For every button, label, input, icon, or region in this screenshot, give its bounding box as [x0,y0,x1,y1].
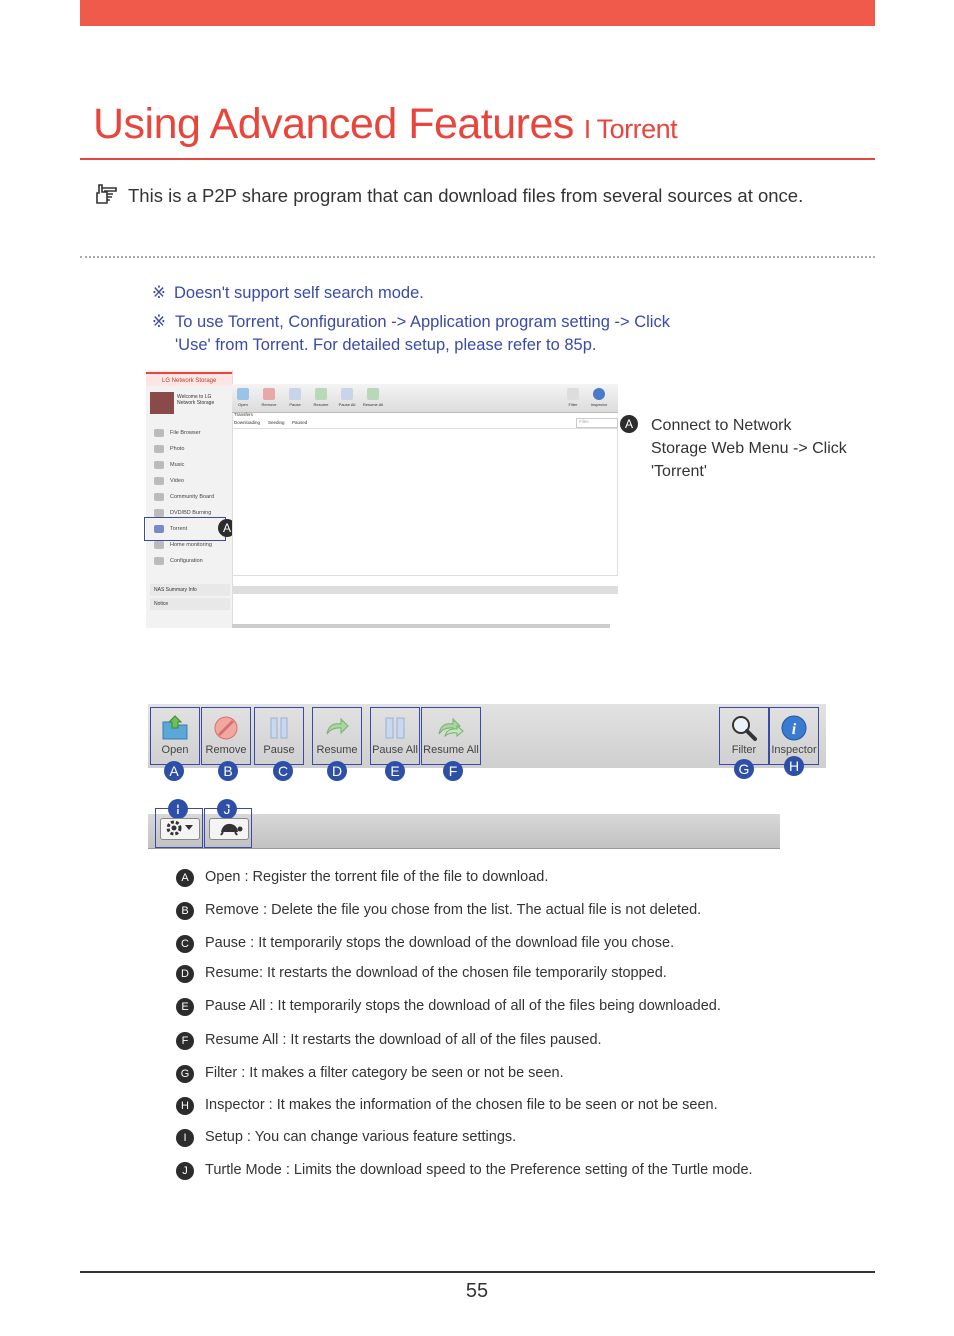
desc-text: Open : Register the torrent file of the file to download. [205,869,549,885]
welcome-box [150,392,228,418]
pause-all-button[interactable]: Pause All [370,707,420,765]
panel-notice[interactable]: Notice [150,598,230,610]
desc-badge: A [176,869,194,887]
note-text: To use Torrent, Configuration -> Application program setting -> Click 'Use' from Torrent. For detailed setup, please refer to 85p. [175,313,670,354]
torrent-list[interactable] [232,428,618,576]
filter-button[interactable]: Filter [719,707,769,765]
desc-text: Resume All : It restarts the download of all of the files paused. [205,1032,602,1048]
inspector-button[interactable]: i Inspector [769,707,819,765]
badge-b: B [218,761,238,781]
note-mark: ※ [152,313,166,331]
page-title [93,100,677,149]
tab-transfers[interactable]: Transfers [234,412,253,417]
menu-home-monitoring[interactable]: Home monitoring [150,538,230,552]
footer-divider [80,1271,875,1273]
welcome-text: Welcome to LG Network Storage [177,394,215,406]
desc-text: Turtle Mode : Limits the download speed to the Preference setting of the Turtle mode. [205,1162,753,1178]
disc-icon [154,509,164,517]
badge-e: E [385,761,405,781]
callout-badge: A [620,415,638,433]
resume-icon [323,714,351,742]
badge-j: J [217,799,237,819]
dotted-divider [80,256,875,258]
page-number: 55 [465,1280,489,1302]
resume-all-button[interactable]: Resume All [421,707,481,765]
music-icon [154,461,164,469]
callout-text: Connect to Network Storage Web Menu -> Click 'Torrent' [651,417,847,480]
description-j [176,1160,826,1180]
desc-badge: C [176,935,194,953]
desc-text: Filter : It makes a filter category be seen or not be seen. [205,1065,564,1081]
description-f [176,1030,826,1050]
resume-all-icon [437,714,465,742]
gear-dropdown-icon [162,819,198,837]
web-footer-strip [232,624,610,628]
monitoring-icon [154,541,164,549]
filter-input[interactable]: Filter [576,418,618,428]
desc-badge: B [176,902,194,920]
description-h [176,1095,826,1115]
info-icon [593,388,605,400]
pause-icon [265,714,293,742]
badge-d: D [327,761,347,781]
pause-button[interactable]: Pause [254,707,304,765]
photo-icon [154,445,164,453]
web-open-button[interactable]: Open [232,386,254,410]
description-d [176,963,826,983]
brand-logo: LG Network Storage [146,372,232,386]
callout-badge-a: A [218,519,236,537]
turtle-mode-button[interactable] [204,808,252,848]
desc-text: Remove : Delete the file you chose from the list. The actual file is not deleted. [205,902,702,918]
desc-text: Pause All : It temporarily stops the download of all of the files being downloaded. [205,998,721,1014]
menu-community-board[interactable]: Community Board [150,490,230,504]
panel-nas-summary[interactable]: NAS Summary Info [150,584,230,596]
desc-badge: J [176,1162,194,1180]
resume-button[interactable]: Resume [312,707,362,765]
magnifier-icon [730,714,758,742]
magnifier-icon [567,388,579,400]
note-mark: ※ [152,284,166,302]
desc-badge: D [176,965,194,983]
description-c [176,933,826,953]
web-toolbar [232,384,618,413]
web-remove-button[interactable]: Remove [258,386,280,410]
turtle-icon [211,819,247,837]
desc-badge: F [176,1032,194,1050]
web-sidebar [146,370,233,628]
menu-photo[interactable]: Photo [150,442,230,456]
badge-g: G [734,759,754,779]
description-b [176,900,826,920]
menu-torrent[interactable]: Torrent [150,522,230,536]
web-main-area [232,384,618,628]
note-1 [152,282,424,305]
description-a [176,867,826,887]
badge-h: H [784,756,804,776]
web-bottom-bar [232,586,618,594]
desc-text: Setup : You can change various feature settings. [205,1129,517,1145]
badge-i: I [168,799,188,819]
desc-badge: G [176,1065,194,1083]
welcome-image [150,392,174,414]
top-color-bar [80,0,875,26]
title-subtitle: Torrent [596,114,678,144]
tab-downloading[interactable]: Downloading [234,420,261,425]
pause-all-icon [381,714,409,742]
web-pause-all-button[interactable]: Pause All [336,386,358,410]
web-pause-button[interactable]: Pause [284,386,306,410]
intro-text: This is a P2P share program that can download files from several sources at once. [128,185,804,206]
desc-badge: I [176,1129,194,1147]
menu-file-browser[interactable]: File Browser [150,426,230,440]
tab-paused[interactable]: Paused [292,420,308,425]
settings-icon [154,557,164,565]
tab-seeding[interactable]: Seeding [268,420,285,425]
remove-icon [263,388,275,400]
menu-video[interactable]: Video [150,474,230,488]
title-separator: I [583,114,591,144]
remove-button[interactable]: Remove [201,707,251,765]
menu-music[interactable]: Music [150,458,230,472]
video-icon [154,477,164,485]
note-text: Doesn't support self search mode. [174,284,424,302]
web-resume-button[interactable]: Resume [310,386,332,410]
web-inspector-button[interactable]: Inspector [588,386,610,410]
title-divider [80,158,875,160]
web-filter-button[interactable]: Filter [562,386,584,410]
description-g [176,1063,826,1083]
svg-text:i: i [791,721,797,738]
desc-badge: H [176,1097,194,1115]
open-button[interactable]: Open [150,707,200,765]
torrent-highlight-box [144,517,226,541]
menu-dvd-burning[interactable]: DVD/BD Burning [150,506,230,520]
pause-icon [289,388,301,400]
setup-button[interactable] [155,808,203,848]
hand-pointing-icon [95,183,119,205]
desc-text: Resume: It restarts the download of the chosen file temporarily stopped. [205,965,667,981]
description-e [176,996,826,1016]
badge-c: C [273,761,293,781]
web-resume-all-button[interactable]: Resume All [362,386,384,410]
description-i [176,1127,826,1147]
desc-badge: E [176,998,194,1016]
folder-open-icon [161,714,189,742]
desc-text: Inspector : It makes the information of the chosen file to be seen or not be seen. [205,1097,718,1113]
remove-icon [212,714,240,742]
pause-all-icon [341,388,353,400]
resume-all-icon [367,388,379,400]
file-browser-icon [154,429,164,437]
title-main: Using Advanced Features [93,100,574,148]
desc-text: Pause : It temporarily stops the download of the download file you chose. [205,935,675,951]
torrent-web-ui-screenshot [146,370,618,628]
folder-open-icon [237,388,249,400]
badge-f: F [443,761,463,781]
menu-configuration[interactable]: Configuration [150,554,230,568]
badge-a: A [164,761,184,781]
info-icon [780,714,808,742]
resume-icon [315,388,327,400]
community-icon [154,493,164,501]
note-2 [152,311,672,357]
